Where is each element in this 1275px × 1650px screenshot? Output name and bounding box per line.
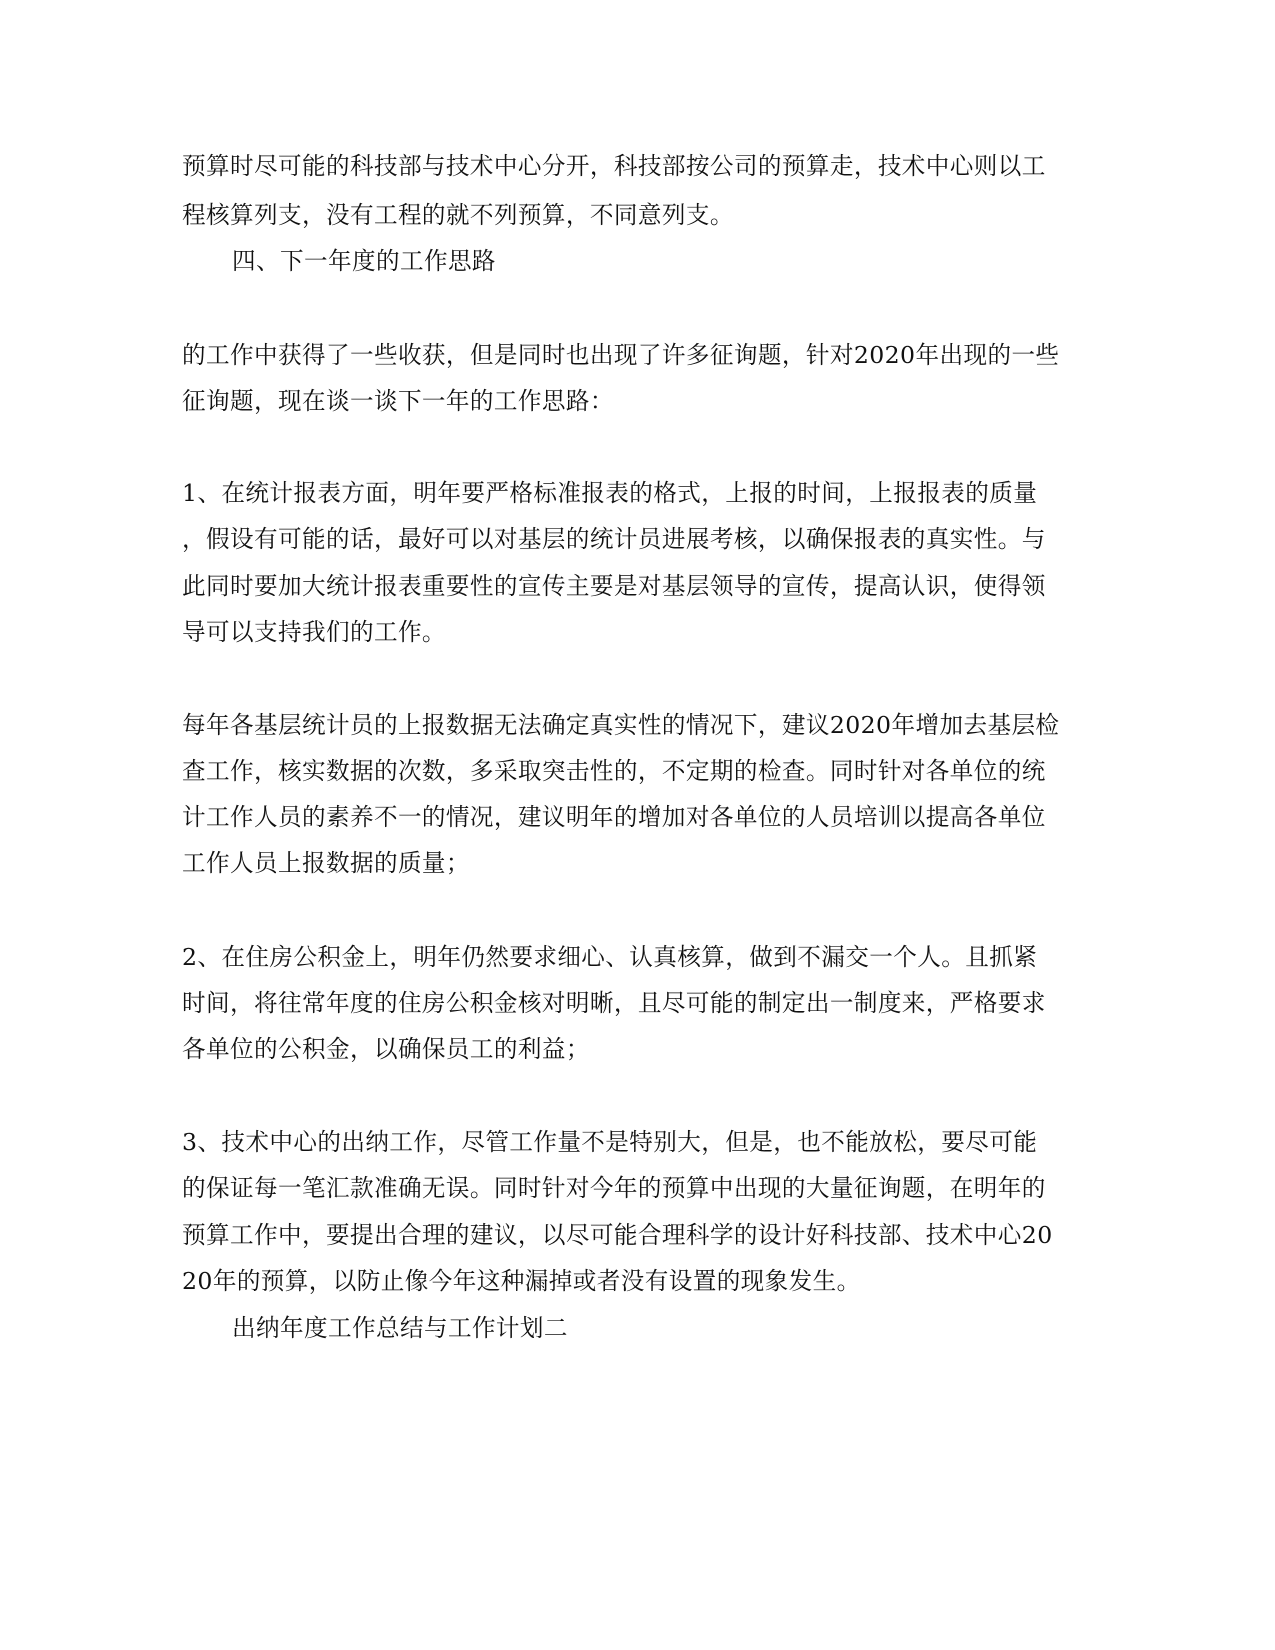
text-line: 程核算列支，没有工程的就不列预算，不同意列支。 bbox=[182, 201, 734, 229]
text-line: 计工作人员的素养不一的情况，建议明年的增加对各单位的人员培训以提高各单位 bbox=[182, 803, 1046, 831]
text-line: 2、在住房公积金上，明年仍然要求细心、认真核算，做到不漏交一个人。且抓紧 bbox=[182, 943, 1038, 971]
text-line: 预算工作中，要提出合理的建议，以尽可能合理科学的设计好科技部、技术中心20 bbox=[182, 1221, 1053, 1249]
text-line: 工作人员上报数据的质量； bbox=[182, 849, 470, 877]
text-line: 征询题，现在谈一谈下一年的工作思路： bbox=[182, 387, 614, 415]
text-line: 此同时要加大统计报表重要性的宣传主要是对基层领导的宣传，提高认识，使得领 bbox=[182, 572, 1046, 600]
text-line: 的工作中获得了一些收获，但是同时也出现了许多征询题，针对2020年出现的一些 bbox=[182, 341, 1060, 369]
text-line: 时间，将往常年度的住房公积金核对明晰，且尽可能的制定出一制度来，严格要求 bbox=[182, 989, 1046, 1017]
text-line: 1、在统计报表方面，明年要严格标准报表的格式，上报的时间，上报报表的质量 bbox=[182, 479, 1038, 507]
text-line: 20年的预算，以防止像今年这种漏掉或者没有设置的现象发生。 bbox=[182, 1267, 861, 1295]
section-heading: 出纳年度工作总结与工作计划二 bbox=[232, 1314, 568, 1342]
text-line: 各单位的公积金，以确保员工的利益； bbox=[182, 1035, 590, 1063]
text-line: 导可以支持我们的工作。 bbox=[182, 618, 446, 646]
text-line: 的保证每一笔汇款准确无误。同时针对今年的预算中出现的大量征询题，在明年的 bbox=[182, 1174, 1046, 1202]
section-heading: 四、下一年度的工作思路 bbox=[232, 247, 496, 275]
text-line: ，假设有可能的话，最好可以对基层的统计员进展考核，以确保报表的真实性。与 bbox=[182, 525, 1046, 553]
text-line: 查工作，核实数据的次数，多采取突击性的，不定期的检查。同时针对各单位的统 bbox=[182, 757, 1046, 785]
text-line: 3、技术中心的出纳工作，尽管工作量不是特别大，但是，也不能放松，要尽可能 bbox=[182, 1128, 1038, 1156]
text-line: 预算时尽可能的科技部与技术中心分开，科技部按公司的预算走，技术中心则以工 bbox=[182, 152, 1046, 180]
text-line: 每年各基层统计员的上报数据无法确定真实性的情况下，建议2020年增加去基层检 bbox=[182, 711, 1060, 739]
